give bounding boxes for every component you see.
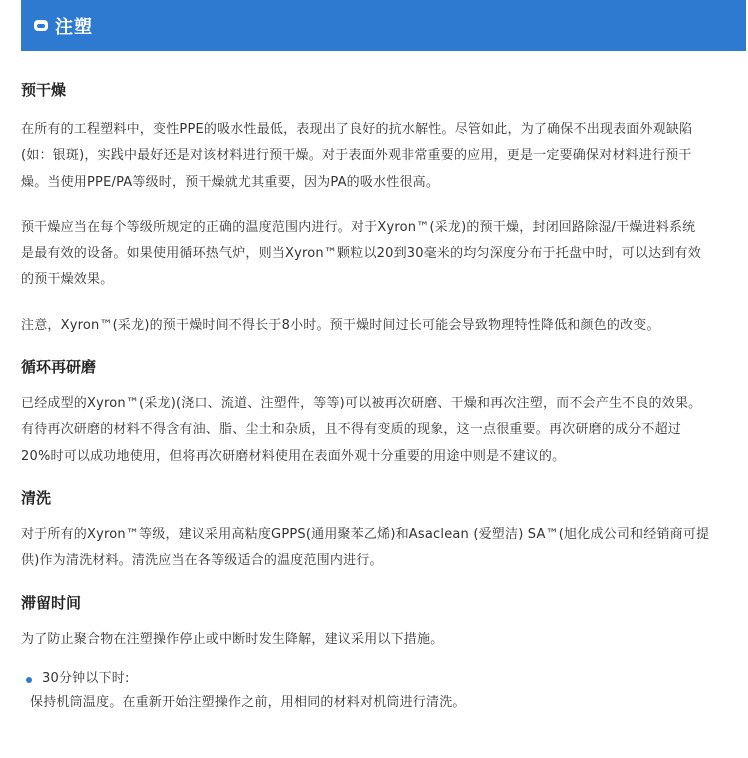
section-marker-icon (34, 20, 48, 31)
paragraph (21, 215, 743, 294)
section-banner (21, 0, 746, 51)
text-line: 注意，Xyron™(采龙)的预干燥时间不得长于8小时。预干燥时间过长可能会导致物理特性降低和颜色的改变。 (21, 317, 660, 333)
section-heading: 清洗 (21, 488, 52, 507)
text-line: 有待再次研磨的材料不得含有油、脂、尘土和杂质，且不得有变质的现象，这一点很重要。再次研磨的成分不超过 (21, 422, 682, 438)
section-predrying (21, 78, 743, 339)
text-line: 为了防止聚合物在注塑操作停止或中断时发生降解，建议采用以下措施。 (21, 631, 444, 647)
section-heading: 滞留时间 (21, 593, 82, 612)
text-line: 20%时可以成功地使用，但将再次研磨材料使用在表面外观十分重要的用途中则是不建议的。 (21, 448, 566, 464)
list-item-body (30, 667, 466, 715)
text-line: 已经成型的Xyron™(采龙)(浇口、流道、注塑件，等等)可以被再次研磨、干燥和再次注塑，而不会产生不良的效果。 (21, 396, 702, 412)
list-item (21, 667, 743, 715)
paragraph (21, 391, 743, 470)
article-content (21, 78, 743, 715)
text-line: 在所有的工程塑料中，变性PPE的吸水性最低，表现出了良好的抗水解性。尽管如此，为了确保不出现表面外观缺陷 (21, 122, 693, 137)
text-line: 预干燥应当在每个等级所规定的正确的温度范围内进行。对于Xyron™(采龙)的预干燥，封闭回路除湿/干燥进料系统 (21, 219, 696, 235)
paragraph (21, 313, 743, 339)
paragraph (21, 522, 743, 575)
section-heading: 预干燥 (21, 81, 67, 99)
text-line: 供)作为清洗材料。清洗应当在各等级适合的温度范围内进行。 (21, 553, 383, 569)
list-item-label: 30分钟以下时: (42, 670, 130, 686)
section-regrind (21, 355, 743, 470)
text-line: (如：银斑)，实践中最好还是对该材料进行预干燥。对于表面外观非常重要的应用，更是一定要确保对材料进行预干 (21, 148, 692, 164)
text-line: 燥。当使用PPE/PA等级时，预干燥就尤其重要，因为PA的吸水性很高。 (21, 174, 440, 190)
section-purging (21, 486, 743, 575)
text-line: 是最有效的设备。如果使用循环热气炉，则当Xyron™颗粒以20到30毫米的均匀深度分布于托盘中时，可以达到有效 (21, 246, 701, 262)
text-line: 对于所有的Xyron™等级，建议采用高粘度GPPS(通用聚苯乙烯)和Asaclean (爱塑洁) SA™(旭化成公司和经销商可提 (21, 526, 710, 542)
paragraph (21, 627, 743, 653)
paragraph (21, 117, 743, 196)
text-line: 的预干燥效果。 (21, 272, 114, 288)
section-heading: 循环再研磨 (21, 358, 97, 377)
list-item-detail: 保持机筒温度。在重新开始注塑操作之前，用相同的材料对机筒进行清洗。 (30, 694, 466, 710)
section-residence-time (21, 591, 743, 715)
banner-title: 注塑 (55, 16, 93, 38)
bullet-icon (26, 677, 32, 683)
